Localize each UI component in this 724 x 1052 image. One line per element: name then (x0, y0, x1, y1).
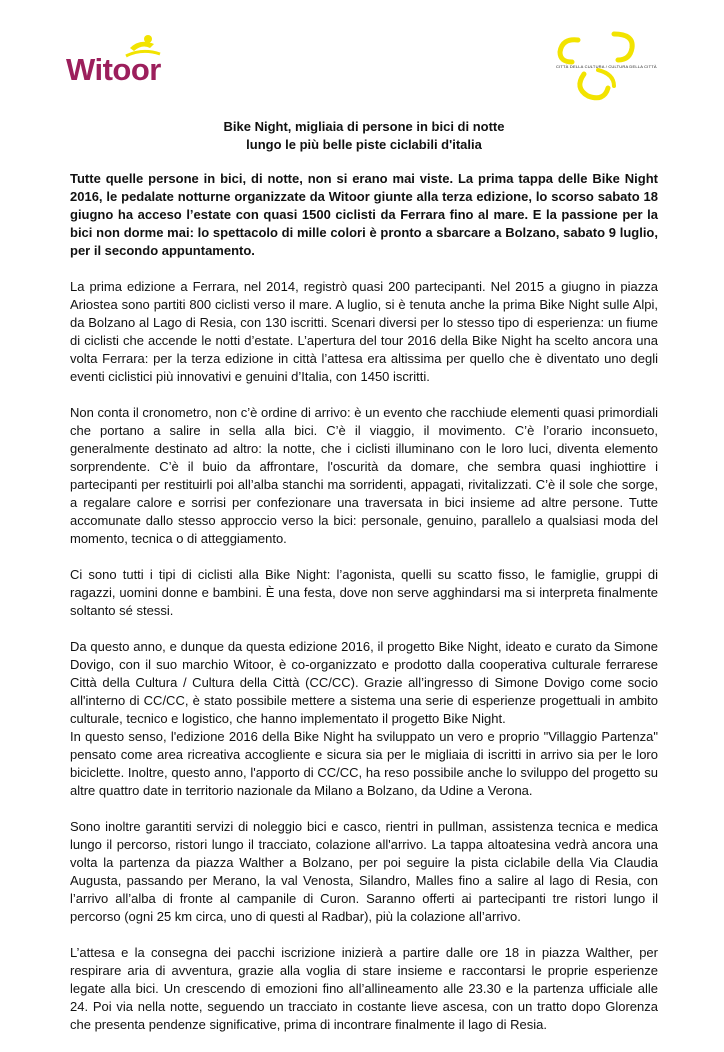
cccc-logo-mark-icon (548, 30, 658, 110)
article (70, 118, 658, 1052)
cccc-logo (548, 30, 658, 110)
title-line-1: Bike Night, migliaia di persone in bici di notte (223, 119, 505, 134)
paragraph-4: Da questo anno, e dunque da questa edizione 2016, il progetto Bike Night, ideato e curato da Simone Dovigo, con il suo marchio Witoor, è co-organizzato e prodotto dalla cooperativa culturale ferrarese Città della Cultura / Cultura della Città (CC/CC). Grazie all’ingresso di Simone Dovigo come socio all'interno di CC/CC, è stato possibile mettere a sistema una serie di esperienze progettuali in ambito culturale, tecnico e logistico, che hanno implementato il progetto Bike Night. (70, 639, 658, 726)
cyclist-icon (124, 34, 164, 60)
paragraph-6: Sono inoltre garantiti servizi di noleggio bici e casco, rientri in pullman, assistenza tecnica e medica lungo il percorso, ristori lungo il tracciato, colazione all'arrivo. La tappa altoatesina vedrà ancora una volta la partenza da piazza Walther a Bolzano, per poi seguire la pista ciclabile della Via Claudia Augusta, passando per Merano, la val Venosta, Silandro, Malles fino a salire al lago di Resia, con l’arrivo all’alba di fronte al campanile di Curon. Saranno offerti ai partecipanti tre ristori lungo il percorso (ogni 25 km circa, uno di questi al Radbar), più la colazione all’arrivo. (70, 819, 658, 924)
paragraph-2: Non conta il cronometro, non c’è ordine di arrivo: è un evento che racchiude elementi quasi primordiali che portano a salire in sella alla bici. C’è il viaggio, il movimento. C’è l’orario inconsueto, generalmente destinato ad altro: la notte, che i ciclisti illuminano con le loro luci, diventa elemento sorprendente. C’è il buio da affrontare, l'oscurità da domare, che sembra quasi inghiottire i partecipanti per restituirli poi all’alba stanchi ma sorridenti, appagati, rivitalizzati. C’è il sole che sorge, a regalare calore e sorrisi per confezionare una traversata in bici insieme ad altre persone. Tutte accomunate dallo stesso approccio verso la bici: personale, genuino, parallelo a qualsiasi moda del momento, tecnica o di atteggiamento. (70, 405, 658, 546)
lead-paragraph: Tutte quelle persone in bici, di notte, non si erano mai viste. La prima tappa delle Bike Night 2016, le pedalate notturne organizzate da Witoor giunte alla terza edizione, lo scorso sabato 18 giugno ha acceso l’estate con quasi 1500 ciclisti da Ferrara fino al mare. E la passione per la bici non dorme mai: lo spettacolo di mille colori è pronto a sbarcare a Bolzano, sabato 9 luglio, per il secondo appuntamento. (70, 171, 658, 258)
paragraph-7: L’attesa e la consegna dei pacchi iscrizione inizierà a partire dalle ore 18 in piazza Walther, per respirare aria di avventura, grazie alla voglia di stare insieme e raccontarsi le proprie esperienze legate alla bici. Un crescendo di emozioni fino all’allineamento alle 23.30 e la partenza ufficiale alle 24. Poi via nella notte, seguendo un tracciato in costante lieve ascesa, con un tratto dopo Glorenza che presenta pendenze significative, prima di incontrare finalmente il lago di Resia. (70, 945, 658, 1032)
witoor-logo (66, 34, 186, 90)
paragraph-3: Ci sono tutti i tipi di ciclisti alla Bike Night: l’agonista, quelli su scatto fisso, le famiglie, gruppi di ragazzi, uomini donne e bambini. È una festa, dove non serve agghindarsi ma si interpreta finalmente soltanto sé stessi. (70, 567, 658, 618)
article-title (70, 118, 658, 154)
title-line-2: lungo le più belle piste ciclabili d'italia (246, 137, 482, 152)
cccc-logo-tagline: CITTÀ DELLA CULTURA / CULTURA DELLA CITTÀ (556, 64, 657, 69)
paragraph-5: In questo senso, l'edizione 2016 della Bike Night ha sviluppato un vero e proprio "Villaggio Partenza" pensato come area ricreativa accogliente e sicura sia per le migliaia di iscritti in arrivo sia per le loro biciclette. Inoltre, questo anno, l'apporto di CC/CC, ha reso possibile anche lo sviluppo del progetto su altre quattro date in territorio nazionale da Milano a Bolzano, da Udine a Verona. (70, 729, 658, 798)
paragraph-1: La prima edizione a Ferrara, nel 2014, registrò quasi 200 partecipanti. Nel 2015 a giugno in piazza Ariostea sono partiti 800 ciclisti verso il mare. A luglio, si è tenuta anche la prima Bike Night sulle Alpi, da Bolzano al Lago di Resia, con 130 iscritti. Scenari diversi per lo stesso tipo di esperienza: un fiume di ciclisti che accende le notti d’estate. L’apertura del tour 2016 della Bike Night ha scelto ancora una volta Ferrara: per la terza edizione in città l’attesa era altissima per quello che è diventato uno degli eventi ciclistici più innovativi e genuini d’Italia, con 1450 iscritti. (70, 279, 658, 384)
witoor-logo-text: Witoor (66, 52, 161, 87)
